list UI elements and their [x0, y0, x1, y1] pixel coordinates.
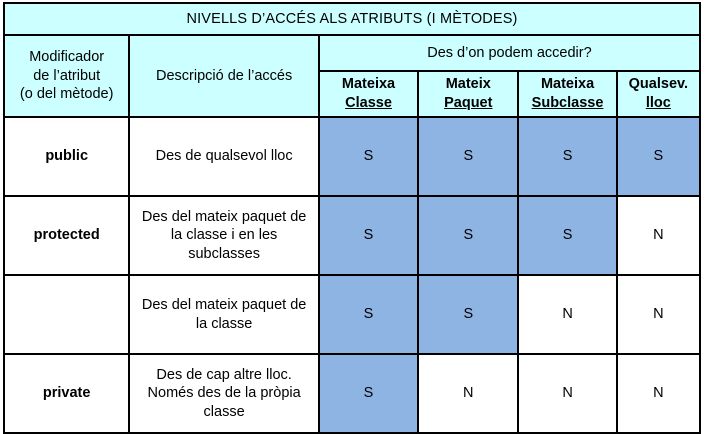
header-modifier — [4, 35, 129, 117]
row-access-same-class: S — [319, 117, 418, 196]
header-same-package-line2: Paquet — [444, 95, 493, 111]
row-description: Des del mateix paquet de la classe i en les subclasses — [129, 196, 319, 275]
header-same-package-line1: Mateix — [445, 76, 491, 93]
row-access-same-subclass: N — [518, 275, 616, 354]
row-modifier: private — [4, 354, 129, 433]
row-access-same-package: S — [418, 275, 518, 354]
row-modifier: protected — [4, 196, 129, 275]
table-row — [4, 117, 700, 196]
table-group-header-row — [4, 35, 700, 71]
row-description: Des de cap altre lloc. Només des de la pròpia classe — [129, 354, 319, 433]
header-anywhere — [617, 71, 700, 117]
row-access-same-package: S — [418, 196, 518, 275]
access-levels-table — [3, 2, 701, 434]
header-same-subclass-line1: Mateixa — [540, 76, 595, 93]
header-modifier-line3: (o del mètode) — [19, 86, 114, 103]
header-same-class-line1: Mateixa — [341, 76, 396, 93]
row-description: Des de qualsevol lloc — [129, 117, 319, 196]
header-same-subclass — [518, 71, 616, 117]
table-row — [4, 196, 700, 275]
header-same-subclass-line2: Subclasse — [531, 95, 604, 111]
table-row — [4, 275, 700, 354]
header-same-package — [418, 71, 518, 117]
header-description: Descripció de l’accés — [129, 35, 319, 117]
row-access-same-package: S — [418, 117, 518, 196]
table-row — [4, 354, 700, 433]
row-access-anywhere: S — [617, 117, 700, 196]
header-anywhere-line1: Qualsev. — [628, 76, 689, 93]
row-access-same-class: S — [319, 275, 418, 354]
header-modifier-line2: de l’atribut — [33, 67, 101, 84]
header-modifier-line1: Modificador — [29, 49, 105, 66]
row-access-same-subclass: S — [518, 196, 616, 275]
row-access-same-subclass: N — [518, 354, 616, 433]
row-description: Des del mateix paquet de la classe — [129, 275, 319, 354]
row-access-anywhere: N — [617, 196, 700, 275]
row-access-same-class: S — [319, 354, 418, 433]
header-anywhere-line2: lloc — [645, 95, 671, 111]
header-same-class-line2: Classe — [345, 95, 392, 111]
row-modifier — [4, 275, 129, 354]
table-title-row — [4, 3, 700, 35]
table-title: NIVELLS D’ACCÉS ALS ATRIBUTS (I MÈTODES) — [4, 3, 700, 35]
row-access-same-class: S — [319, 196, 418, 275]
header-same-class — [319, 71, 418, 117]
row-access-same-subclass: S — [518, 117, 616, 196]
header-access-group: Des d’on podem accedir? — [319, 35, 700, 71]
row-access-same-package: N — [418, 354, 518, 433]
row-access-anywhere: N — [617, 354, 700, 433]
access-levels-table-container — [3, 2, 701, 432]
row-modifier: public — [4, 117, 129, 196]
row-access-anywhere: N — [617, 275, 700, 354]
